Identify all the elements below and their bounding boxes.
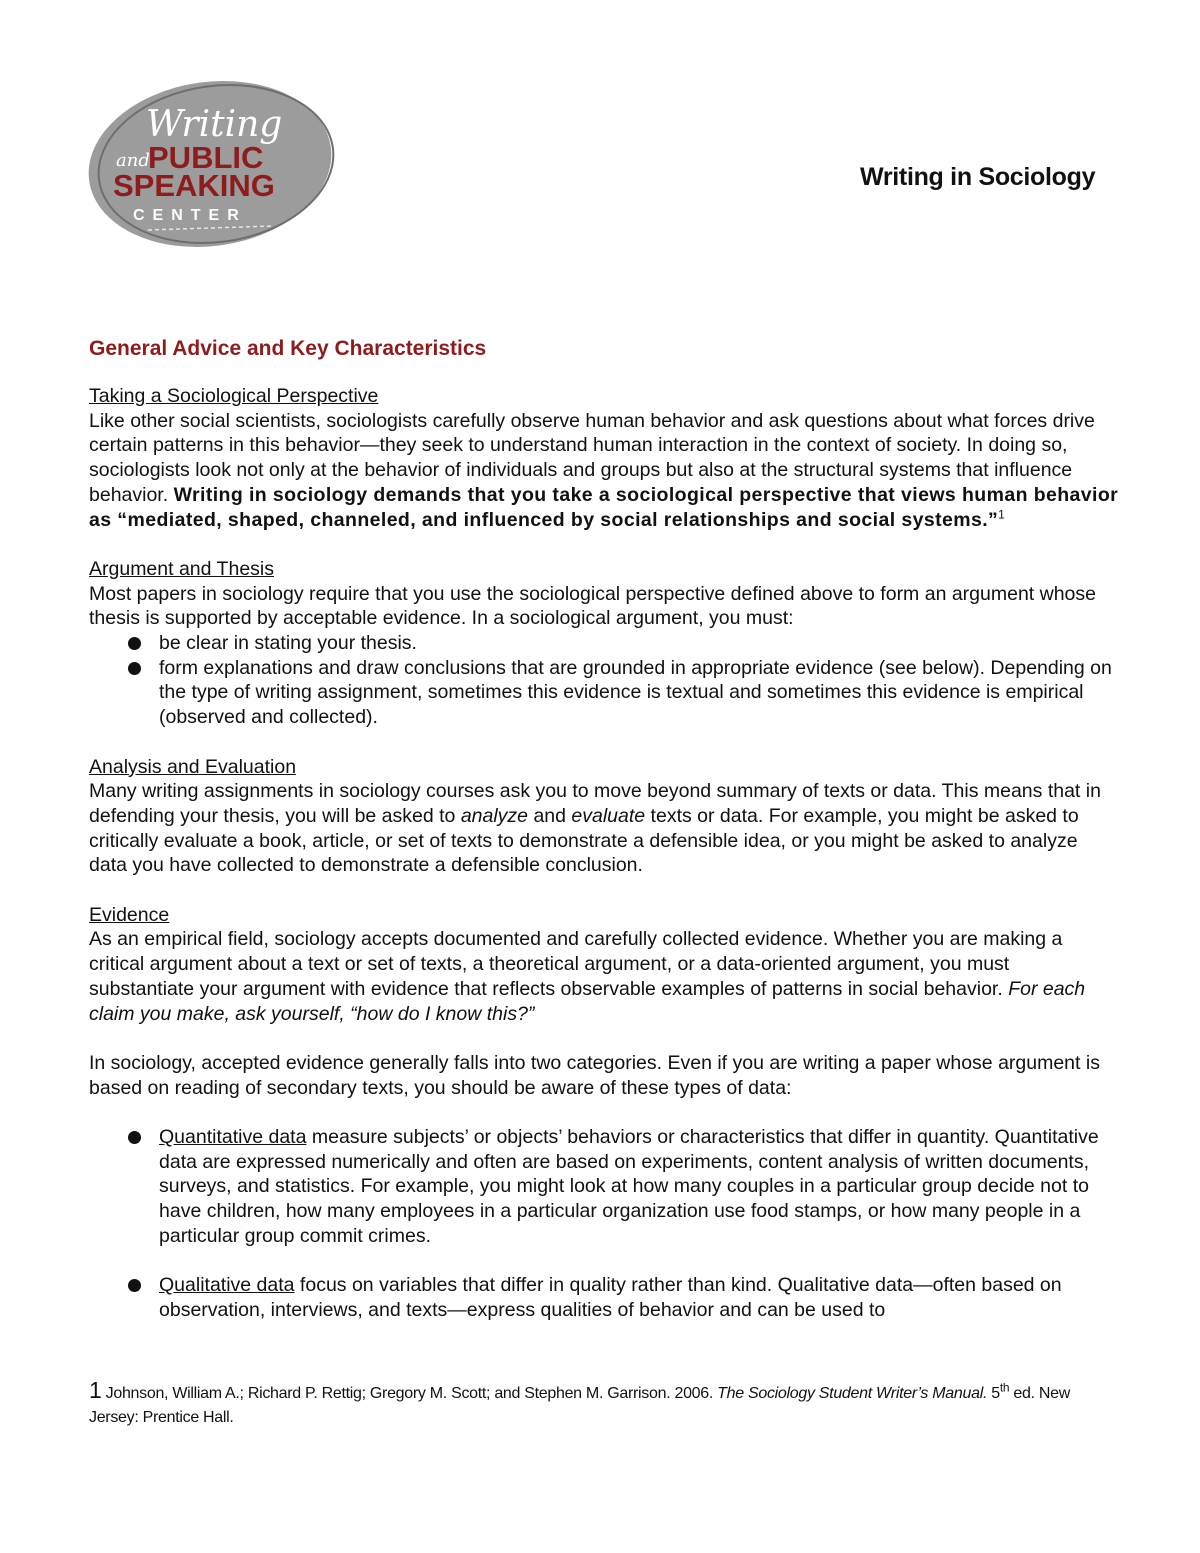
logo-center-text: CENTER: [133, 207, 247, 224]
evidence-text: As an empirical field, sociology accepts documented and carefully collected evidence. Whether you are making a critical argument about a text or set of texts, a theoretical argument, or a data-oriented argument, you must substantiate your argument with evidence that reflects observable examples of patterns in social behavior.: [89, 928, 1063, 1000]
footnote-text-a: Johnson, William A.; Richard P. Rettig; Gregory M. Scott; and Stephen M. Garrison. 2006.: [101, 1385, 718, 1402]
footnote: [89, 1378, 1089, 1430]
analysis-emphasis-evaluate: evaluate: [571, 804, 646, 827]
analysis-emphasis-analyze: analyze: [460, 804, 529, 827]
list-item: be clear in stating your thesis.: [159, 631, 1119, 656]
quantitative-term: Quantitative data: [159, 1126, 307, 1149]
document-body: [89, 336, 1119, 1323]
analysis-text-a: Many writing assignments in sociology courses ask you to move beyond summary of texts or data. This means that in defending your thesis, you will be asked to: [89, 780, 1101, 827]
logo-public-text: PUBLIC: [148, 140, 264, 175]
section-title: General Advice and Key Characteristics: [89, 337, 487, 360]
analysis-text-b: and: [528, 804, 572, 827]
evidence-italic-question: For each claim you make, ask yourself, “how do I know this?”: [89, 977, 1086, 1025]
analysis-text-c: texts or data. For example, you might be asked to critically evaluate a book, article, or set of texts to demonstrate a defensible idea, or you might be asked to analyze data you have collected to demonstrate a defensible conclusion.: [89, 804, 1079, 877]
subheading-evidence: Evidence: [89, 903, 170, 926]
analysis-paragraph: [89, 779, 1119, 878]
argument-bullet-list: [89, 631, 1119, 730]
quantitative-text: measure subjects’ or objects’ behaviors or characteristics that differ in quantity. Quantitative data are expressed numerically and often are based on experiments, content analysis of written documents, surveys, and statistics. For example, you might look at how many couples in a particular group decide not to have children, how many employees in a particular organization use food stamps, or how many people in a particular group commit crimes.: [159, 1126, 1099, 1247]
evidence-paragraph: [89, 927, 1119, 1026]
evidence-bullet-list: [89, 1125, 1119, 1323]
logo-speaking-text: SPEAKING: [113, 168, 275, 203]
logo-writing-text: Writing: [146, 104, 283, 145]
argument-paragraph: Most papers in sociology require that you use the sociological perspective defined above to form an argument whose thesis is supported by acceptable evidence. In a sociological argument, you must:: [89, 582, 1096, 630]
footnote-book-title: The Sociology Student Writer’s Manual.: [717, 1385, 988, 1402]
list-item: [159, 1125, 1119, 1249]
subheading-analysis: Analysis and Evaluation: [89, 755, 297, 778]
footnote-number: 1: [89, 1377, 102, 1403]
perspective-paragraph: [89, 409, 1119, 533]
perspective-bold-text: Writing in sociology demands that you take a sociological perspective that views human behavior as “mediated, shaped, channeled, and influenced by social relationships and social systems.”: [89, 483, 1119, 531]
qualitative-text: focus on variables that differ in quality rather than kind. Qualitative data—often based on observation, interviews, and texts—express qualities of behavior and can be used to: [159, 1274, 1062, 1321]
footnote-reference: 1: [998, 507, 1005, 522]
subheading-argument: Argument and Thesis: [89, 557, 274, 580]
list-item: form explanations and draw conclusions that are grounded in appropriate evidence (see below). Depending on the type of writing assignment, sometimes this evidence is textual and sometimes this evidence is empirical (observed and collected).: [159, 656, 1119, 730]
footnote-text-c: ed. New Jersey: Prentice Hall.: [89, 1385, 1071, 1426]
document-title: Writing in Sociology: [860, 163, 1096, 191]
evidence-categories-paragraph: In sociology, accepted evidence generally falls into two categories. Even if you are writing a paper whose argument is based on reading of secondary texts, you should be aware of these types of data:: [89, 1051, 1100, 1099]
footnote-superscript: th: [999, 1380, 1010, 1395]
perspective-text: Like other social scientists, sociologists carefully observe human behavior and ask questions about what forces drive certain patterns in this behavior—they seek to understand human interaction in the context of society. In doing so, sociologists look not only at the behavior of individuals and groups but also at the structural systems that influence behavior.: [89, 409, 1095, 506]
writing-center-logo: [88, 78, 338, 250]
footnote-text-b: 5: [987, 1385, 1000, 1402]
logo-and-text: and: [116, 150, 150, 171]
subheading-perspective: Taking a Sociological Perspective: [89, 385, 379, 407]
list-item: [159, 1273, 1119, 1322]
qualitative-term: Qualitative data: [159, 1274, 295, 1297]
